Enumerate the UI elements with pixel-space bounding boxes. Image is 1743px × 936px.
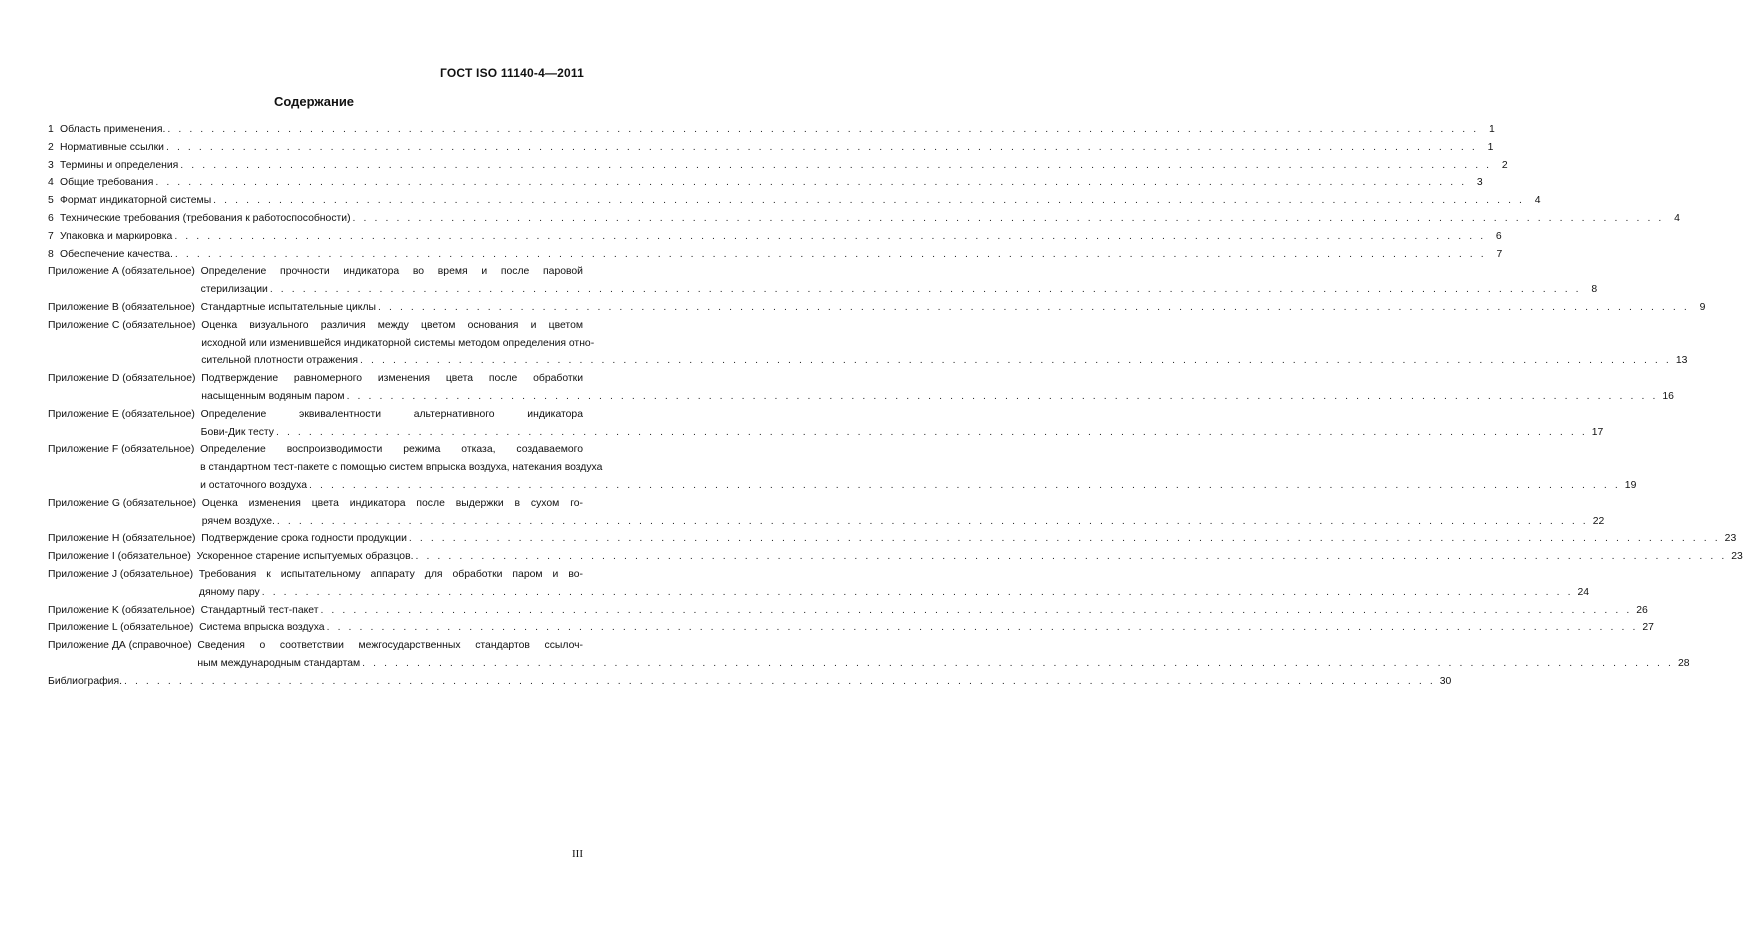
toc-entry[interactable] [48,370,1674,406]
toc-entry[interactable] [48,495,1605,531]
section-number: 6 [48,212,54,224]
entry-title: сительной плотности отражения [201,355,359,367]
appendix-label: Приложение С (обязательное) [48,319,202,331]
entry-line [199,566,583,584]
entry-line [200,441,583,459]
toc-entry[interactable] [48,174,1483,192]
page-ref: 4 [1674,212,1680,224]
section-number: 2 [48,141,54,153]
section-number: 8 [48,248,54,260]
appendix-label: Приложение K (обязательное) [48,604,201,616]
entry-line [60,139,1494,157]
entry-line [197,655,1690,673]
section-number: 7 [48,230,54,242]
toc-entry[interactable] [48,637,1690,673]
page-ref: 8 [1591,284,1598,296]
entry-line [200,477,1637,495]
entry-line [200,602,1648,620]
toc-entry[interactable] [48,139,1494,157]
entry-line [200,424,1604,442]
page-ref: 13 [1675,355,1688,367]
entry-title: Упаковка и маркировка [60,230,173,242]
dot-leader: . . . . . . . . . . . . . . . . . . . . . . . . . . . . . . . . . . . . . . . . . . . . . . . . . . . . . . . . . . . . . . . . . . . . . . . . . . . . . . . . . . . . . . . . . . . . . . . . . . . . . . . . . . . . . . . . . . . . . . . . [352,212,1664,224]
entry-line [200,281,1598,299]
page-ref: 9 [1699,301,1706,313]
page-ref: 24 [1577,586,1590,598]
page-ref: 3 [1476,177,1483,189]
entry-line [197,637,583,655]
dot-leader: . . . . . . . . . . . . . . . . . . . . . . . . . . . . . . . . . . . . . . . . . . . . . . . . . . . . . . . . . . . . . . . . . . . . . . . . . . . . . . . . . . . . . . . . . . . . . . . . . . . . . . . . . . . . . . . . . . . . . . . . [165,141,1478,153]
entry-title: Общие требования [60,177,154,189]
entry-title: исходной или изменившейся индикаторной системы методом определения отно- [201,337,595,349]
entry-line [201,388,1674,406]
page-ref: 2 [1501,159,1508,171]
entry-title: Обеспечение качества. [60,248,173,260]
entry-line [60,246,1503,264]
entry-line [48,673,1452,691]
entry-line [200,459,603,477]
toc-entry[interactable] [48,602,1648,620]
page-ref: 27 [1642,622,1654,634]
entry-title: Библиография. [48,675,122,687]
appendix-label: Приложение D (обязательное) [48,373,202,385]
page-ref: 17 [1591,426,1604,438]
page-ref: 1 [1487,141,1494,153]
page-ref: 19 [1624,479,1637,491]
page-ref: 16 [1662,390,1674,402]
dot-leader: . . . . . . . . . . . . . . . . . . . . . . . . . . . . . . . . . . . . . . . . . . . . . . . . . . . . . . . . . . . . . . . . . . . . . . . . . . . . . . . . . . . . . . . . . . . . . . . . . . . . . . . . . . . . . . . . . . . . . . . . [326,622,1638,634]
entry-line [201,335,595,353]
entry-title: Стандартные испытательные циклы [200,301,376,313]
page-ref: 23 [1731,551,1743,563]
entry-title: Технические требования (требования к работоспособности) [60,212,351,224]
page-ref: 1 [1488,124,1495,135]
dot-leader: . . . . . . . . . . . . . . . . . . . . . . . . . . . . . . . . . . . . . . . . . . . . . . . . . . . . . . . . . . . . . . . . . . . . . . . . . . . . . . . . . . . . . . . . . . . . . . . . . . . . . . . . . . . . . . . . . . . . . . . . [276,515,1589,527]
entry-title: насыщенным водяным паром [201,390,345,402]
appendix-label: Приложение ДА (справочное) [48,640,198,652]
entry-line [201,317,583,335]
toc-entry[interactable] [48,548,1743,566]
entry-title: дяному пару [198,586,260,598]
entry-title: Определение прочности индикатора во время и после паровой [200,266,583,278]
page-ref: 28 [1677,657,1690,669]
entry-title: Бови-Дик тесту [200,426,274,438]
table-of-contents [48,121,1743,691]
entry-title: Подтверждение срока годности продукции [201,533,407,545]
toc-entry[interactable] [48,157,1508,175]
page-ref: 26 [1636,604,1648,616]
dot-leader: . . . . . . . . . . . . . . . . . . . . . . . . . . . . . . . . . . . . . . . . . . . . . . . . . . . . . . . . . . . . . . . . . . . . . . . . . . . . . . . . . . . . . . . . . . . . . . . . . . . . . . . . . . . . . . . . . . . . . . . . [155,177,1467,189]
toc-entry[interactable] [48,210,1680,228]
dot-leader: . . . . . . . . . . . . . . . . . . . . . . . . . . . . . . . . . . . . . . . . . . . . . . . . . . . . . . . . . . . . . . . . . . . . . . . . . . . . . . . . . . . . . . . . . . . . . . . . . . . . . . . . . . . . . . . . . . . . . . . . [261,586,1574,598]
entry-line [199,619,1654,637]
entry-line [60,210,1680,228]
appendix-label: Приложение А (обязательное) [48,266,201,278]
dot-leader: . . . . . . . . . . . . . . . . . . . . . . . . . . . . . . . . . . . . . . . . . . . . . . . . . . . . . . . . . . . . . . . . . . . . . . . . . . . . . . . . . . . . . . . . . . . . . . . . . . . . . . . . . . . . . . . . . . . . . . . . [309,479,1621,491]
toc-entry[interactable] [48,228,1502,246]
dot-leader: . . . . . . . . . . . . . . . . . . . . . . . . . . . . . . . . . . . . . . . . . . . . . . . . . . . . . . . . . . . . . . . . . . . . . . . . . . . . . . . . . . . . . . . . . . . . . . . . . . . . . . . . . . . . . . . . . . . . . . . . [378,301,1690,313]
dot-leader: . . . . . . . . . . . . . . . . . . . . . . . . . . . . . . . . . . . . . . . . . . . . . . . . . . . . . . . . . . . . . . . . . . . . . . . . . . . . . . . . . . . . . . . . . . . . . . . . . . . . . . . . . . . . . . . . . . . . . . . . [180,159,1492,171]
entry-title: Определение воспроизводимости режима отказа, создаваемого [200,444,583,456]
dot-leader: . . . . . . . . . . . . . . . . . . . . . . . . . . . . . . . . . . . . . . . . . . . . . . . . . . . . . . . . . . . . . . . . . . . . . . . . . . . . . . . . . . . . . . . . . . . . . . . . . . . . . . . . . . . . . . . . . . . . . . . . [167,124,1479,135]
entry-line [201,370,583,388]
section-number: 1 [48,124,54,135]
toc-entry[interactable] [48,246,1503,264]
page-ref: 30 [1439,675,1452,687]
toc-entry[interactable] [48,673,1452,691]
document-code: ГОСТ ISO 11140-4—2011 [440,66,584,80]
dot-leader: . . . . . . . . . . . . . . . . . . . . . . . . . . . . . . . . . . . . . . . . . . . . . . . . . . . . . . . . . . . . . . . . . . . . . . . . . . . . . . . . . . . . . . . . . . . . . . . . . . . . . . . . . . . . . . . . . . . . . . . . [174,248,1487,260]
entry-line [201,530,1737,548]
entry-line [60,174,1483,192]
appendix-label: Приложение J (обязательное) [48,568,199,580]
entry-title: и остаточного воздуха [200,479,307,491]
appendix-label: Приложение G (обязательное) [48,497,202,509]
dot-leader: . . . . . . . . . . . . . . . . . . . . . . . . . . . . . . . . . . . . . . . . . . . . . . . . . . . . . . . . . . . . . . . . . . . . . . . . . . . . . . . . . . . . . . . . . . . . . . . . . . . . . . . . . . . . . . . . . . . . . . . . [415,551,1727,563]
entry-line [60,192,1541,210]
page-ref: 4 [1534,195,1541,207]
entry-title: Требования к испытательному аппарату для обработки паром и во- [198,568,583,580]
entry-title: Ускоренное старение испытуемых образцов. [196,551,414,563]
entry-title: рячем воздухе. [201,515,275,527]
toc-entry[interactable] [48,566,1590,602]
toc-entry[interactable] [48,317,1688,370]
page-ref: 6 [1495,230,1502,242]
toc-entry[interactable] [48,299,1706,317]
entry-title: Нормативные ссылки [60,141,164,153]
page-ref: 23 [1724,533,1737,545]
toc-entry[interactable] [48,263,1598,299]
toc-entry[interactable] [48,406,1604,442]
page-ref: 22 [1592,515,1605,527]
entry-title: Стандартный тест-пакет [200,604,319,616]
entry-title: Определение эквивалентности альтернативного индикатора [200,408,583,420]
dot-leader: . . . . . . . . . . . . . . . . . . . . . . . . . . . . . . . . . . . . . . . . . . . . . . . . . . . . . . . . . . . . . . . . . . . . . . . . . . . . . . . . . . . . . . . . . . . . . . . . . . . . . . . . . . . . . . . . . . . . . . . . [360,355,1672,367]
appendix-label: Приложение F (обязательное) [48,444,201,456]
entry-title: ным международным стандартам [197,657,361,669]
appendix-label: Приложение В (обязательное) [48,301,201,313]
entry-line [201,263,583,281]
appendix-label: Приложение Е (обязательное) [48,408,201,420]
entry-title: Термины и определения [60,159,179,171]
entry-title: Сведения о соответствии межгосударственных стандартов ссылоч- [197,640,583,652]
entry-line [201,406,583,424]
dot-leader: . . . . . . . . . . . . . . . . . . . . . . . . . . . . . . . . . . . . . . . . . . . . . . . . . . . . . . . . . . . . . . . . . . . . . . . . . . . . . . . . . . . . . . . . . . . . . . . . . . . . . . . . . . . . . . . . . . . . . . . . [346,390,1658,402]
entry-title: Оценка изменения цвета индикатора после выдержки в сухом го- [201,497,583,509]
appendix-label: Приложение L (обязательное) [48,622,200,634]
toc-entry[interactable] [48,121,1495,139]
entry-line [198,584,1590,602]
entry-title: Оценка визуального различия между цветом основания и цветом [201,319,583,331]
appendix-label: Приложение Н (обязательное) [48,533,202,545]
dot-leader: . . . . . . . . . . . . . . . . . . . . . . . . . . . . . . . . . . . . . . . . . . . . . . . . . . . . . . . . . . . . . . . . . . . . . . . . . . . . . . . . . . . . . . . . . . . . . . . . . . . . . . . . . . . . . . . . . . . . . . . . [269,284,1582,296]
entry-title: Система впрыска воздуха [199,622,325,634]
entry-title: Область применения. [60,124,166,135]
dot-leader: . . . . . . . . . . . . . . . . . . . . . . . . . . . . . . . . . . . . . . . . . . . . . . . . . . . . . . . . . . . . . . . . . . . . . . . . . . . . . . . . . . . . . . . . . . . . . . . . . . . . . . . . . . . . . . . . . . . . . . . . [174,230,1486,242]
toc-entry[interactable] [48,441,1637,494]
entry-title: Подтверждение равномерного изменения цвета после обработки [201,373,583,385]
entry-line [60,157,1508,175]
toc-entry[interactable] [48,192,1541,210]
entry-title: стерилизации [200,284,268,296]
entry-line [201,352,1688,370]
page-ref: 7 [1496,248,1503,260]
section-number: 3 [48,159,54,171]
dot-leader: . . . . . . . . . . . . . . . . . . . . . . . . . . . . . . . . . . . . . . . . . . . . . . . . . . . . . . . . . . . . . . . . . . . . . . . . . . . . . . . . . . . . . . . . . . . . . . . . . . . . . . . . . . . . . . . . . . . . . . . . [320,604,1632,616]
dot-leader: . . . . . . . . . . . . . . . . . . . . . . . . . . . . . . . . . . . . . . . . . . . . . . . . . . . . . . . . . . . . . . . . . . . . . . . . . . . . . . . . . . . . . . . . . . . . . . . . . . . . . . . . . . . . . . . . . . . . . . . . [362,657,1674,669]
toc-entry[interactable] [48,619,1654,637]
entry-line [202,495,583,513]
entry-line [60,121,1495,139]
section-number: 5 [48,195,54,207]
dot-leader: . . . . . . . . . . . . . . . . . . . . . . . . . . . . . . . . . . . . . . . . . . . . . . . . . . . . . . . . . . . . . . . . . . . . . . . . . . . . . . . . . . . . . . . . . . . . . . . . . . . . . . . . . . . . . . . . . . . . . . . . [275,426,1588,438]
dot-leader: . . . . . . . . . . . . . . . . . . . . . . . . . . . . . . . . . . . . . . . . . . . . . . . . . . . . . . . . . . . . . . . . . . . . . . . . . . . . . . . . . . . . . . . . . . . . . . . . . . . . . . . . . . . . . . . . . . . . . . . . [123,675,1436,687]
page-title: Содержание [273,94,355,109]
entry-title: в стандартном тест-пакете с помощью систем впрыска воздуха, натекания воздуха [200,462,603,474]
entry-line [60,228,1502,246]
entry-title: Формат индикаторной системы [60,195,212,207]
appendix-label: Приложение I (обязательное) [48,551,197,563]
entry-line [201,513,1605,531]
entry-line [196,548,1743,566]
entry-line [200,299,1706,317]
dot-leader: . . . . . . . . . . . . . . . . . . . . . . . . . . . . . . . . . . . . . . . . . . . . . . . . . . . . . . . . . . . . . . . . . . . . . . . . . . . . . . . . . . . . . . . . . . . . . . . . . . . . . . . . . . . . . . . . . . . . . . . . [408,533,1721,545]
toc-entry[interactable] [48,530,1737,548]
section-number: 4 [48,177,54,189]
page-number: III [572,848,583,860]
dot-leader: . . . . . . . . . . . . . . . . . . . . . . . . . . . . . . . . . . . . . . . . . . . . . . . . . . . . . . . . . . . . . . . . . . . . . . . . . . . . . . . . . . . . . . . . . . . . . . . . . . . . . . . . . . . . . . . . . . . . . . . . [213,195,1525,207]
